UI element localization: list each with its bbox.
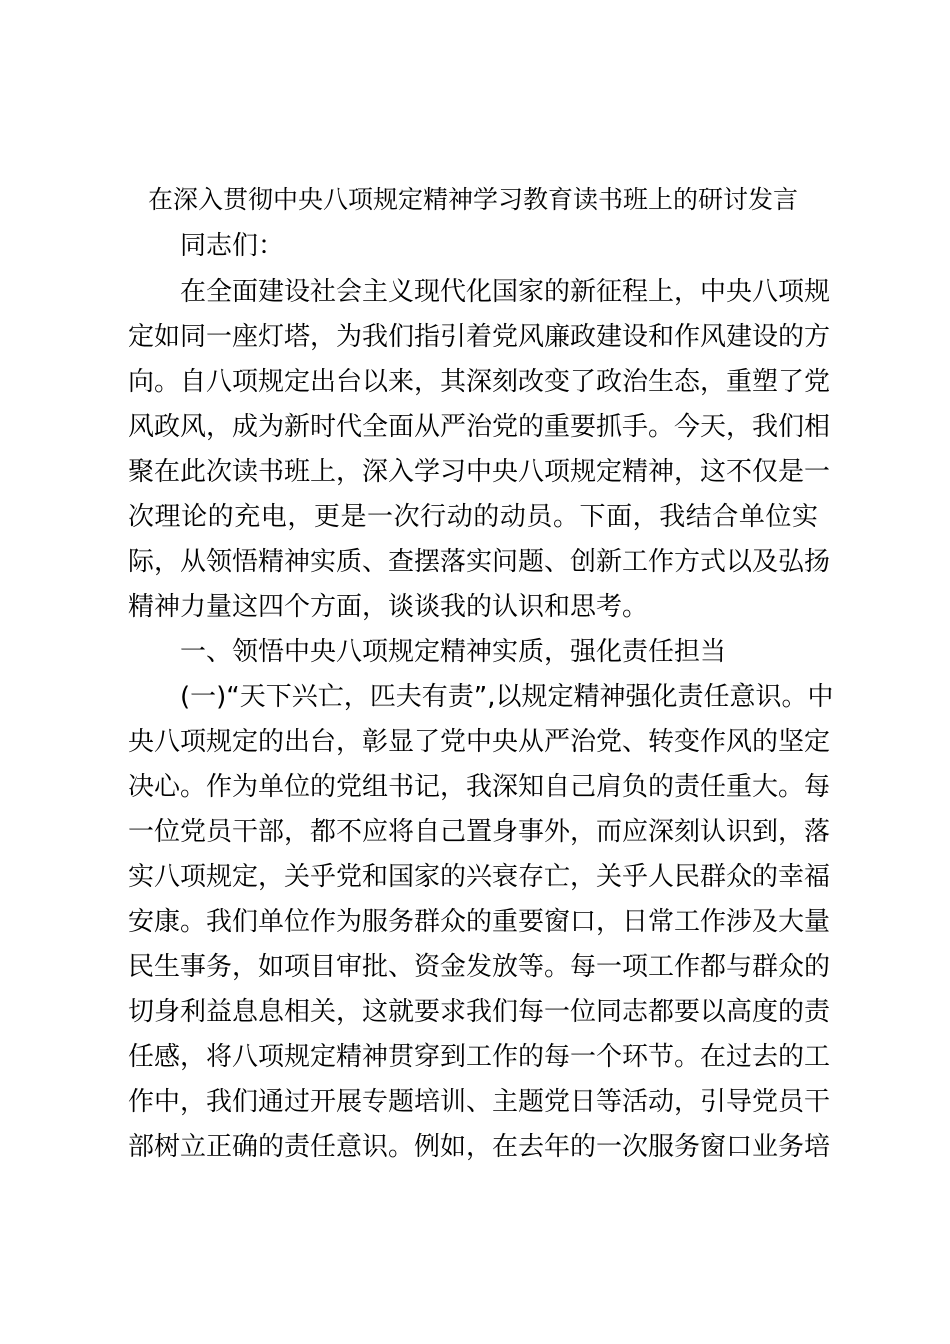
paragraph-line: 在全面建设社会主义现代化国家的新征程上，中央八项规 — [180, 277, 831, 307]
paragraph-line: 际，从领悟精神实质、查摆落实问题、创新工作方式以及弘扬 — [128, 547, 831, 577]
paragraph-line: 作中，我们通过开展专题培训、主题党日等活动，引导党员干 — [128, 1087, 831, 1117]
paragraph-line: 向。自八项规定出台以来，其深刻改变了政治生态，重塑了党 — [128, 367, 831, 397]
paragraph-line: 央八项规定的出台，彰显了党中央从严治党、转变作风的坚定 — [128, 727, 831, 757]
paragraph-line: 安康。我们单位作为服务群众的重要窗口，日常工作涉及大量 — [128, 907, 831, 937]
paragraph-line: 任感，将八项规定精神贯穿到工作的每一个环节。在过去的工 — [128, 1042, 831, 1072]
paragraph-line: (一)“天下兴亡，匹夫有责”,以规定精神强化责任意识。中 — [180, 682, 834, 712]
paragraph-line: 决心。作为单位的党组书记，我深知自己肩负的责任重大。每 — [128, 772, 831, 802]
section-heading: 一、领悟中央八项规定精神实质，强化责任担当 — [180, 637, 727, 667]
document-title: 在深入贯彻中央八项规定精神学习教育读书班上的研讨发言 — [148, 185, 799, 214]
paragraph-line: 民生事务，如项目审批、资金发放等。每一项工作都与群众的 — [128, 952, 831, 982]
paragraph-line: 次理论的充电，更是一次行动的动员。下面，我结合单位实 — [128, 502, 818, 532]
paragraph-line: 一位党员干部，都不应将自己置身事外，而应深刻认识到，落 — [128, 817, 831, 847]
salutation: 同志们： — [180, 231, 285, 261]
paragraph-line: 实八项规定，关乎党和国家的兴衰存亡，关乎人民群众的幸福 — [128, 862, 831, 892]
paragraph-line: 精神力量这四个方面，谈谈我的认识和思考。 — [128, 592, 649, 622]
paragraph-line: 聚在此次读书班上，深入学习中央八项规定精神，这不仅是一 — [128, 457, 831, 487]
paragraph-line: 风政风，成为新时代全面从严治党的重要抓手。今天，我们相 — [128, 412, 831, 442]
paragraph-line: 定如同一座灯塔，为我们指引着党风廉政建设和作风建设的方 — [128, 322, 831, 352]
paragraph-line: 部树立正确的责任意识。例如，在去年的一次服务窗口业务培 — [128, 1132, 831, 1162]
paragraph-line: 切身利益息息相关，这就要求我们每一位同志都要以高度的责 — [128, 997, 831, 1027]
